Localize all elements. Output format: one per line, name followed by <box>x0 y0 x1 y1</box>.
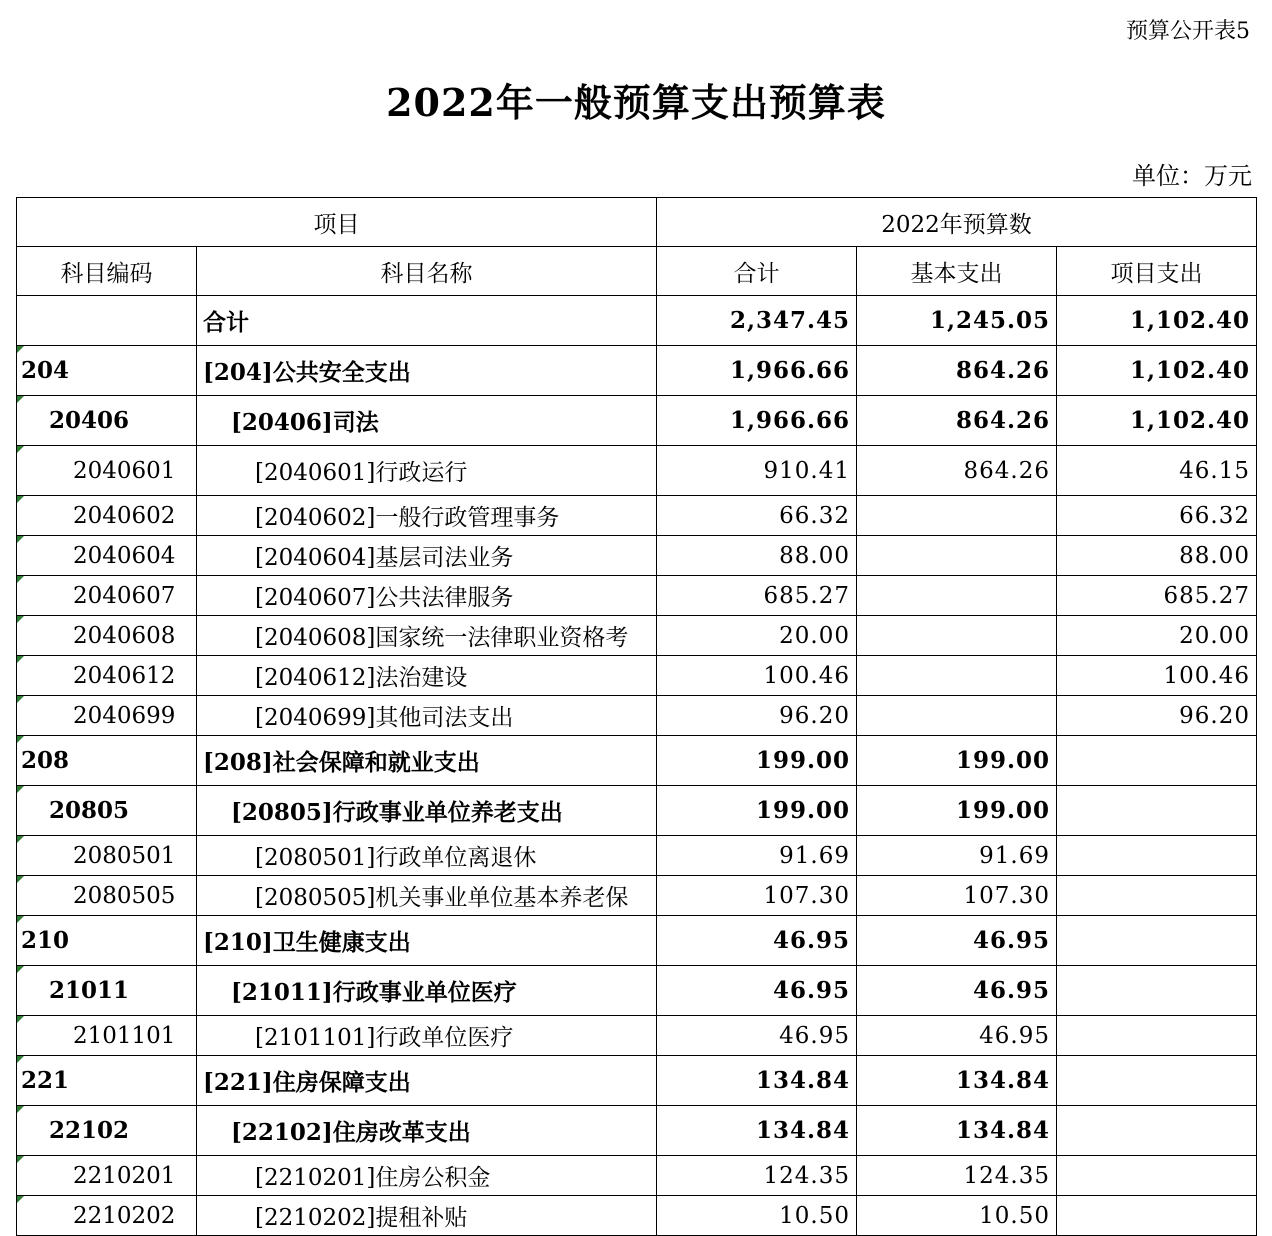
row-project <box>1057 966 1257 1016</box>
row-basic: 107.30 <box>857 876 1057 916</box>
row-basic: 10.50 <box>857 1196 1057 1236</box>
row-basic: 199.00 <box>857 786 1057 836</box>
row-name: [208]社会保障和就业支出 <box>197 736 657 786</box>
table-row <box>17 576 1257 616</box>
row-name: [21011]行政事业单位医疗 <box>197 966 657 1016</box>
row-name: [2080501]行政单位离退休 <box>197 836 657 876</box>
row-name: [20406]司法 <box>197 396 657 446</box>
table-row <box>17 736 1257 786</box>
unit-label: 单位：万元 <box>1132 162 1252 190</box>
row-total: 46.95 <box>657 916 857 966</box>
page-title: 2022年一般预算支出预算表 <box>386 80 886 125</box>
row-project: 96.20 <box>1057 696 1257 736</box>
table-row <box>17 1156 1257 1196</box>
row-basic <box>857 696 1057 736</box>
row-basic: 46.95 <box>857 1016 1057 1056</box>
table-row <box>17 876 1257 916</box>
row-total: 199.00 <box>657 736 857 786</box>
table-row <box>17 396 1257 446</box>
row-basic <box>857 576 1057 616</box>
table-row <box>17 496 1257 536</box>
row-basic: 91.69 <box>857 836 1057 876</box>
table-row <box>17 696 1257 736</box>
row-name: [20805]行政事业单位养老支出 <box>197 786 657 836</box>
row-project <box>1057 916 1257 966</box>
row-project <box>1057 1156 1257 1196</box>
row-total: 46.95 <box>657 1016 857 1056</box>
row-total: 107.30 <box>657 876 857 916</box>
row-code: 2080501 <box>17 836 197 876</box>
row-basic <box>857 616 1057 656</box>
row-total: 685.27 <box>657 576 857 616</box>
row-basic: 46.95 <box>857 966 1057 1016</box>
row-code: 2040604 <box>17 536 197 576</box>
row-total: 134.84 <box>657 1056 857 1106</box>
row-total: 199.00 <box>657 786 857 836</box>
row-basic: 864.26 <box>857 396 1057 446</box>
row-project: 1,102.40 <box>1057 396 1257 446</box>
row-total: 66.32 <box>657 496 857 536</box>
total-basic: 1,245.05 <box>857 296 1057 346</box>
row-code: 221 <box>17 1056 197 1106</box>
row-code: 204 <box>17 346 197 396</box>
row-name: [2040601]行政运行 <box>197 446 657 496</box>
total-total: 2,347.45 <box>657 296 857 346</box>
row-project <box>1057 1196 1257 1236</box>
row-total: 10.50 <box>657 1196 857 1236</box>
table-row <box>17 1196 1257 1236</box>
row-total: 134.84 <box>657 1106 857 1156</box>
row-total: 46.95 <box>657 966 857 1016</box>
row-project: 46.15 <box>1057 446 1257 496</box>
header-item: 项目 <box>17 198 657 247</box>
row-code: 2101101 <box>17 1016 197 1056</box>
row-project <box>1057 736 1257 786</box>
table-row <box>17 1016 1257 1056</box>
row-project <box>1057 786 1257 836</box>
table-row <box>17 346 1257 396</box>
row-name: [2210202]提租补贴 <box>197 1196 657 1236</box>
row-name: [2080505]机关事业单位基本养老保 <box>197 876 657 916</box>
table-row <box>17 446 1257 496</box>
row-total: 91.69 <box>657 836 857 876</box>
row-total: 910.41 <box>657 446 857 496</box>
row-code: 22102 <box>17 1106 197 1156</box>
total-code <box>17 296 197 346</box>
table-row <box>17 836 1257 876</box>
row-total: 100.46 <box>657 656 857 696</box>
table-row <box>17 656 1257 696</box>
row-basic: 864.26 <box>857 346 1057 396</box>
total-project: 1,102.40 <box>1057 296 1257 346</box>
row-basic: 134.84 <box>857 1056 1057 1106</box>
row-basic <box>857 536 1057 576</box>
row-name: [22102]住房改革支出 <box>197 1106 657 1156</box>
row-name: [210]卫生健康支出 <box>197 916 657 966</box>
row-total: 124.35 <box>657 1156 857 1196</box>
table-row <box>17 616 1257 656</box>
row-name: [2040612]法治建设 <box>197 656 657 696</box>
row-code: 2040607 <box>17 576 197 616</box>
total-name: 合计 <box>197 296 657 346</box>
row-basic <box>857 496 1057 536</box>
row-basic: 46.95 <box>857 916 1057 966</box>
row-project <box>1057 1016 1257 1056</box>
table-row <box>17 966 1257 1016</box>
table-row <box>17 916 1257 966</box>
row-code: 2040699 <box>17 696 197 736</box>
row-name: [2040608]国家统一法律职业资格考 <box>197 616 657 656</box>
row-basic: 124.35 <box>857 1156 1057 1196</box>
row-project: 1,102.40 <box>1057 346 1257 396</box>
row-total: 96.20 <box>657 696 857 736</box>
row-code: 2210202 <box>17 1196 197 1236</box>
row-project: 100.46 <box>1057 656 1257 696</box>
header-basic: 基本支出 <box>857 247 1057 296</box>
row-code: 2210201 <box>17 1156 197 1196</box>
row-name: [2040604]基层司法业务 <box>197 536 657 576</box>
row-basic: 864.26 <box>857 446 1057 496</box>
table-number: 预算公开表5 <box>1126 19 1250 44</box>
row-project: 88.00 <box>1057 536 1257 576</box>
row-project: 20.00 <box>1057 616 1257 656</box>
row-name: [2210201]住房公积金 <box>197 1156 657 1196</box>
row-code: 2080505 <box>17 876 197 916</box>
table-row <box>17 1056 1257 1106</box>
header-budget: 2022年预算数 <box>657 198 1257 247</box>
row-code: 2040602 <box>17 496 197 536</box>
header-code: 科目编码 <box>17 247 197 296</box>
header-name: 科目名称 <box>197 247 657 296</box>
row-name: [221]住房保障支出 <box>197 1056 657 1106</box>
row-basic: 199.00 <box>857 736 1057 786</box>
row-code: 210 <box>17 916 197 966</box>
row-total: 1,966.66 <box>657 346 857 396</box>
row-name: [2101101]行政单位医疗 <box>197 1016 657 1056</box>
total-row <box>17 296 1257 346</box>
header-total: 合计 <box>657 247 857 296</box>
row-project: 66.32 <box>1057 496 1257 536</box>
budget-table <box>16 197 1257 1236</box>
row-project <box>1057 876 1257 916</box>
row-project: 685.27 <box>1057 576 1257 616</box>
row-total: 20.00 <box>657 616 857 656</box>
row-name: [2040602]一般行政管理事务 <box>197 496 657 536</box>
table-row <box>17 1106 1257 1156</box>
row-code: 20406 <box>17 396 197 446</box>
table-row <box>17 536 1257 576</box>
table-row <box>17 786 1257 836</box>
row-code: 2040608 <box>17 616 197 656</box>
row-total: 1,966.66 <box>657 396 857 446</box>
row-name: [2040607]公共法律服务 <box>197 576 657 616</box>
row-name: [204]公共安全支出 <box>197 346 657 396</box>
row-basic <box>857 656 1057 696</box>
row-code: 20805 <box>17 786 197 836</box>
row-name: [2040699]其他司法支出 <box>197 696 657 736</box>
row-code: 2040601 <box>17 446 197 496</box>
row-project <box>1057 1056 1257 1106</box>
row-total: 88.00 <box>657 536 857 576</box>
header-project: 项目支出 <box>1057 247 1257 296</box>
row-code: 2040612 <box>17 656 197 696</box>
row-code: 208 <box>17 736 197 786</box>
row-project <box>1057 836 1257 876</box>
row-code: 21011 <box>17 966 197 1016</box>
row-basic: 134.84 <box>857 1106 1057 1156</box>
row-project <box>1057 1106 1257 1156</box>
